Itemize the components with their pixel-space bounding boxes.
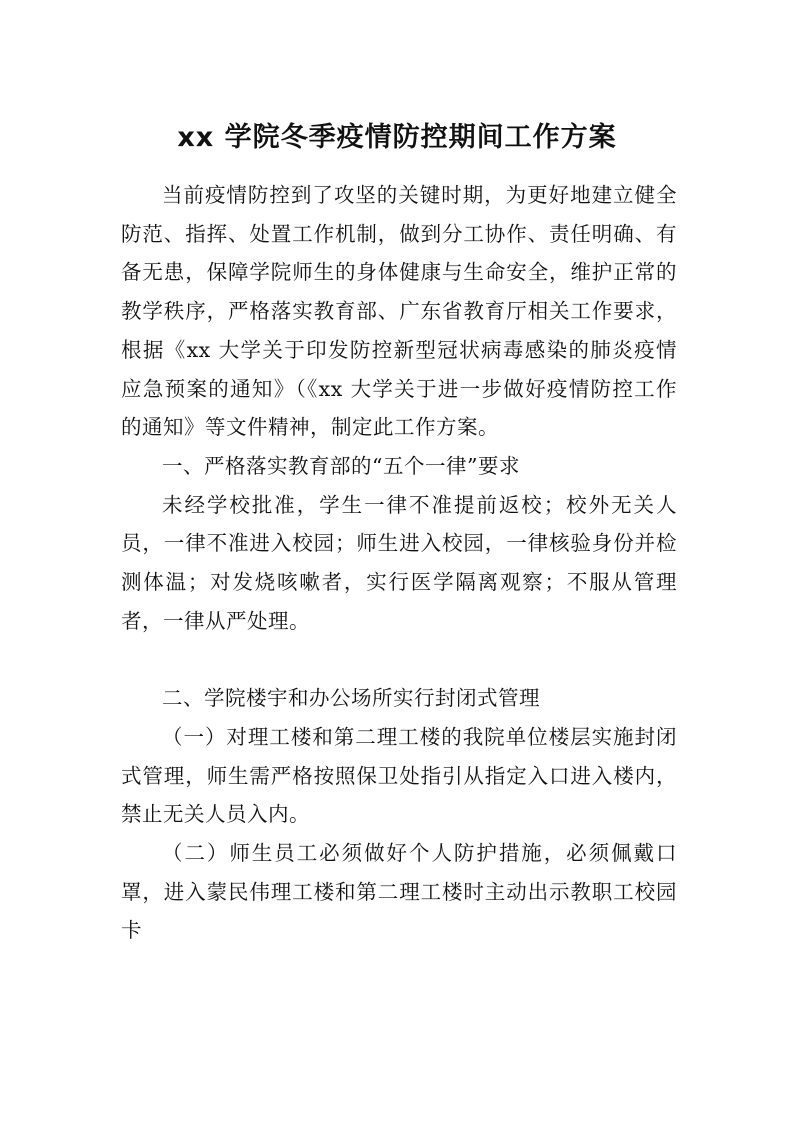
document-body [121,176,677,950]
blank-line [121,640,677,679]
section-1-paragraph: 未经学校批准，学生一律不准提前返校；校外无关人员，一律不准进入校园；师生进入校园，一律核验身份并检测体温；对发烧咳嗽者，实行医学隔离观察；不服从管理者，一律从严处理。 [121,492,677,633]
section-2-item-1: （一）对理工楼和第二理工楼的我院单位楼层实施封闭式管理，师生需严格按照保卫处指引从指定入口进入楼内，禁止无关人员入内。 [121,724,677,827]
intro-paragraph: 当前疫情防控到了攻坚的关键时期，为更好地建立健全防范、指挥、处置工作机制，做到分工协作、责任明确、有备无患，保障学院师生的身体健康与生命安全，维护正常的教学秩序，严格落实教育部、广东省教育厅相关工作要求，根据《xx 大学关于印发防控新型冠状病毒感染的肺炎疫情应急预案的通知》（《xx 大学关于进一步做好疫情防控工作的通知》等文件精神，制定此工作方案。 [121,183,677,440]
document-title: xx 学院冬季疫情防控期间工作方案 [177,122,617,153]
section-2-item-2: （二）师生员工必须做好个人防护措施，必须佩戴口罩，进入蒙民伟理工楼和第二理工楼时主动出示教职工校园卡 [121,840,677,943]
section-1-heading: 一、严格落实教育部的“五个一律”要求 [162,453,520,478]
section-2-heading: 二、学院楼宇和办公场所实行封闭式管理 [162,686,540,711]
